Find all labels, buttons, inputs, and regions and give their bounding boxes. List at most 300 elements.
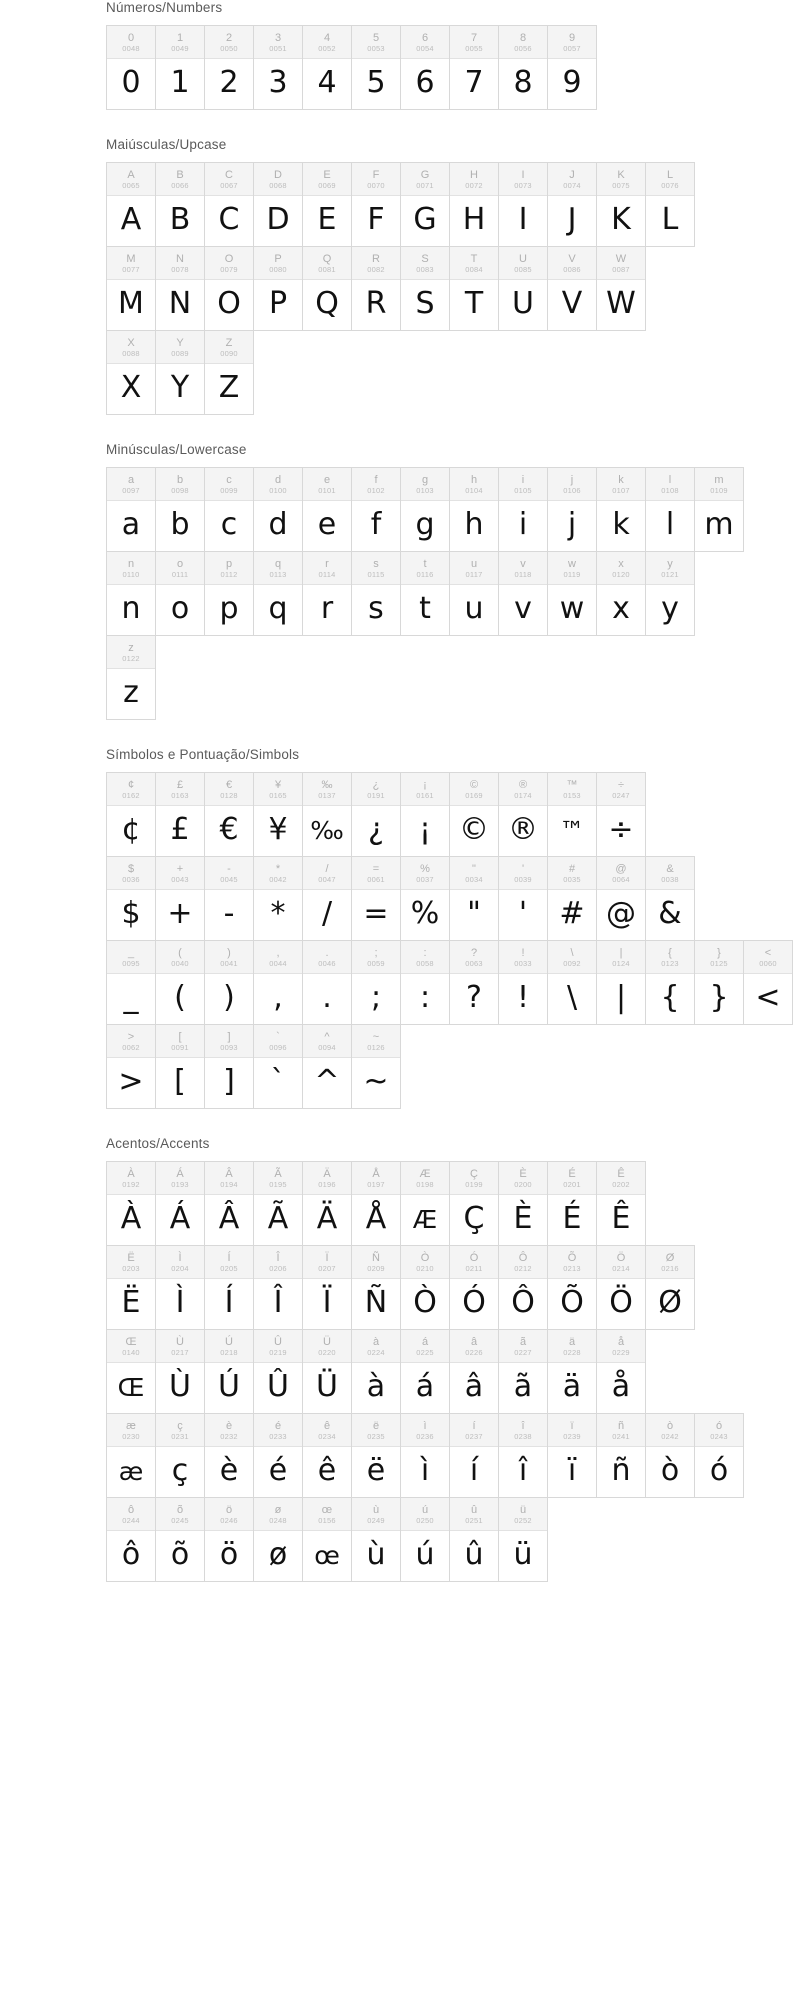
glyph-cell-header <box>205 1245 253 1279</box>
glyph-cell[interactable] <box>204 246 254 331</box>
glyph-cell[interactable] <box>204 940 254 1025</box>
glyph-cell[interactable] <box>204 330 254 415</box>
glyph-cell[interactable] <box>253 246 303 331</box>
glyph-cell[interactable] <box>302 551 352 636</box>
glyph-sample: l <box>665 507 675 542</box>
glyph-cell[interactable] <box>106 856 156 941</box>
glyph-cell-header <box>499 772 547 806</box>
glyph-cell[interactable] <box>596 246 646 331</box>
glyph-cell[interactable] <box>253 1413 303 1498</box>
glyph-code: 0196 <box>318 1179 336 1189</box>
glyph-label: q <box>274 557 282 570</box>
glyph-cell[interactable] <box>351 1024 401 1109</box>
glyph-row <box>106 1161 800 1245</box>
glyph-cell[interactable] <box>204 1497 254 1582</box>
glyph-cell-header <box>450 1161 498 1195</box>
glyph-cell-header <box>352 246 400 280</box>
glyph-cell[interactable] <box>204 1024 254 1109</box>
glyph-cell[interactable] <box>253 1497 303 1582</box>
glyph-cell[interactable] <box>204 772 254 857</box>
glyph-cell[interactable] <box>106 940 156 1025</box>
glyph-label: ú <box>421 1503 429 1516</box>
glyph-label: r <box>325 557 329 570</box>
glyph-label: o <box>176 557 184 570</box>
glyph-cell[interactable] <box>449 856 499 941</box>
glyph-cell[interactable] <box>400 25 450 110</box>
glyph-sample: í <box>469 1453 479 1488</box>
glyph-cell[interactable] <box>302 1024 352 1109</box>
glyph-cell[interactable] <box>645 1413 695 1498</box>
glyph-cell[interactable] <box>645 856 695 941</box>
glyph-sample: Ú <box>218 1369 240 1404</box>
glyph-code: 0045 <box>220 874 238 884</box>
glyph-cell[interactable] <box>596 772 646 857</box>
glyph-cell-header <box>646 162 694 196</box>
glyph-label: Ë <box>127 1251 135 1264</box>
glyph-cell[interactable] <box>498 25 548 110</box>
glyph-sample: Q <box>315 286 339 321</box>
glyph-cell[interactable] <box>106 330 156 415</box>
glyph-sample: Ï <box>322 1285 332 1320</box>
glyph-label: : <box>423 946 427 959</box>
glyph-cell[interactable] <box>302 1329 352 1414</box>
glyph-cell[interactable] <box>449 1497 499 1582</box>
glyph-cell[interactable] <box>596 940 646 1025</box>
glyph-cell[interactable] <box>253 772 303 857</box>
glyph-cell[interactable] <box>155 772 205 857</box>
glyph-sample: i <box>518 507 528 542</box>
glyph-code: 0049 <box>171 43 189 53</box>
glyph-code: 0250 <box>416 1515 434 1525</box>
glyph-label: | <box>619 946 623 959</box>
glyph-cell[interactable] <box>596 1329 646 1414</box>
glyph-cell[interactable] <box>302 1497 352 1582</box>
glyph-cell[interactable] <box>547 1245 597 1330</box>
glyph-cell[interactable] <box>547 856 597 941</box>
glyph-cell[interactable] <box>253 25 303 110</box>
glyph-sample: Ö <box>609 1285 633 1320</box>
glyph-code: 0206 <box>269 1263 287 1273</box>
glyph-sample: ` <box>270 1064 286 1099</box>
glyph-cell[interactable] <box>498 162 548 247</box>
glyph-sample: Ñ <box>364 1285 388 1320</box>
glyph-label: H <box>470 168 478 181</box>
glyph-cell[interactable] <box>106 162 156 247</box>
glyph-code: 0055 <box>465 43 483 53</box>
glyph-sample: Ç <box>463 1201 485 1236</box>
glyph-cell[interactable] <box>204 1245 254 1330</box>
section-title: Números/Numbers <box>106 0 223 15</box>
glyph-code: 0220 <box>318 1347 336 1357</box>
glyph-cell[interactable] <box>449 162 499 247</box>
glyph-cell-header <box>401 940 449 974</box>
glyph-cell[interactable] <box>694 1413 744 1498</box>
glyph-cell[interactable] <box>204 467 254 552</box>
glyph-cell[interactable] <box>106 1413 156 1498</box>
glyph-cell[interactable] <box>351 25 401 110</box>
glyph-label: Ú <box>225 1335 233 1348</box>
glyph-label: ® <box>518 778 528 791</box>
glyph-label: Õ <box>567 1251 577 1264</box>
glyph-cell[interactable] <box>498 246 548 331</box>
glyph-cell[interactable] <box>547 1413 597 1498</box>
glyph-sample: Ù <box>169 1369 191 1404</box>
glyph-cell[interactable] <box>449 246 499 331</box>
glyph-cell[interactable] <box>449 940 499 1025</box>
glyph-sample: c <box>220 507 238 542</box>
glyph-sample: ó <box>709 1453 729 1488</box>
glyph-cell[interactable] <box>106 772 156 857</box>
glyph-cell-header <box>548 1245 596 1279</box>
glyph-cell[interactable] <box>498 856 548 941</box>
glyph-cell[interactable] <box>106 1024 156 1109</box>
glyph-code: 0165 <box>269 790 287 800</box>
glyph-cell[interactable] <box>155 1413 205 1498</box>
glyph-sample: p <box>219 591 239 626</box>
glyph-cell[interactable] <box>596 1161 646 1246</box>
glyph-cell[interactable] <box>743 940 793 1025</box>
glyph-cell[interactable] <box>547 162 597 247</box>
glyph-cell[interactable] <box>155 1024 205 1109</box>
glyph-code: 0058 <box>416 958 434 968</box>
glyph-sample: à <box>366 1369 386 1404</box>
glyph-label: R <box>372 252 380 265</box>
glyph-cell-header <box>499 1329 547 1363</box>
glyph-cell[interactable] <box>204 1329 254 1414</box>
glyph-cell[interactable] <box>449 1413 499 1498</box>
glyph-label: " <box>472 862 476 875</box>
glyph-sample: j <box>567 507 577 542</box>
glyph-code: 0115 <box>367 569 385 579</box>
glyph-cell[interactable] <box>498 1245 548 1330</box>
section-title: Minúsculas/Lowercase <box>106 442 247 457</box>
glyph-cell[interactable] <box>449 1245 499 1330</box>
glyph-code: 0110 <box>122 569 140 579</box>
glyph-cell[interactable] <box>106 1329 156 1414</box>
glyph-cell[interactable] <box>400 1245 450 1330</box>
glyph-sample: œ <box>314 1540 340 1570</box>
glyph-cell[interactable] <box>302 856 352 941</box>
glyph-cell-header <box>646 1413 694 1447</box>
glyph-cell[interactable] <box>253 1024 303 1109</box>
glyph-label: * <box>275 862 281 875</box>
glyph-label: É <box>568 1167 576 1180</box>
glyph-cell[interactable] <box>400 246 450 331</box>
glyph-cell[interactable] <box>400 856 450 941</box>
glyph-cell[interactable] <box>155 1245 205 1330</box>
glyph-cell-header <box>254 162 302 196</box>
glyph-label: L <box>666 168 674 181</box>
glyph-cell[interactable] <box>351 940 401 1025</box>
glyph-sample: % <box>410 896 440 931</box>
glyph-label: Ù <box>176 1335 184 1348</box>
glyph-cell-header <box>597 772 645 806</box>
glyph-cell[interactable] <box>498 1329 548 1414</box>
glyph-sample: R <box>365 286 387 321</box>
glyph-cell-header <box>450 1413 498 1447</box>
glyph-label: Á <box>176 1167 184 1180</box>
glyph-cell[interactable] <box>400 551 450 636</box>
glyph-cell-header <box>450 856 498 890</box>
glyph-cell-header <box>548 162 596 196</box>
glyph-cell-header <box>646 940 694 974</box>
glyph-cell[interactable] <box>253 940 303 1025</box>
glyph-cell[interactable] <box>400 467 450 552</box>
glyph-cell[interactable] <box>155 25 205 110</box>
glyph-cell[interactable] <box>449 1329 499 1414</box>
glyph-cell[interactable] <box>253 1329 303 1414</box>
glyph-cell[interactable] <box>155 1497 205 1582</box>
glyph-cell[interactable] <box>155 1329 205 1414</box>
glyph-cell[interactable] <box>596 1413 646 1498</box>
glyph-sample: { <box>660 980 680 1015</box>
glyph-cell[interactable] <box>547 551 597 636</box>
glyph-cell[interactable] <box>204 1413 254 1498</box>
glyph-label: 2 <box>225 31 233 44</box>
glyph-cell[interactable] <box>351 1245 401 1330</box>
glyph-cell[interactable] <box>498 940 548 1025</box>
glyph-cell[interactable] <box>106 1161 156 1246</box>
glyph-label: é <box>274 1419 282 1432</box>
glyph-label: € <box>225 778 233 791</box>
glyph-sample: £ <box>170 812 190 847</box>
glyph-cell[interactable] <box>351 1497 401 1582</box>
glyph-cell[interactable] <box>302 162 352 247</box>
glyph-cell[interactable] <box>645 1245 695 1330</box>
glyph-sample: ^ <box>314 1064 340 1099</box>
glyph-code: 0205 <box>220 1263 238 1273</box>
glyph-cell[interactable] <box>253 467 303 552</box>
glyph-cell[interactable] <box>302 467 352 552</box>
glyph-cell[interactable] <box>449 25 499 110</box>
glyph-cell[interactable] <box>253 856 303 941</box>
glyph-cell[interactable] <box>449 1161 499 1246</box>
glyph-cell[interactable] <box>596 551 646 636</box>
glyph-cell[interactable] <box>106 551 156 636</box>
glyph-cell[interactable] <box>155 162 205 247</box>
glyph-sample: Ä <box>316 1201 338 1236</box>
glyph-label: ù <box>372 1503 380 1516</box>
glyph-cell-header <box>646 1245 694 1279</box>
glyph-cell-header <box>254 467 302 501</box>
glyph-cell[interactable] <box>106 246 156 331</box>
glyph-cell[interactable] <box>645 940 695 1025</box>
glyph-cell-header <box>450 1245 498 1279</box>
glyph-code: 0039 <box>514 874 532 884</box>
glyph-label: T <box>470 252 478 265</box>
glyph-cell[interactable] <box>204 162 254 247</box>
glyph-label: f <box>374 473 378 486</box>
glyph-cell[interactable] <box>449 467 499 552</box>
glyph-cell-header <box>499 856 547 890</box>
glyph-code: 0242 <box>661 1431 679 1441</box>
glyph-cell[interactable] <box>596 467 646 552</box>
glyph-code: 0103 <box>416 485 434 495</box>
glyph-cell[interactable] <box>155 246 205 331</box>
glyph-cell[interactable] <box>351 1413 401 1498</box>
glyph-cell[interactable] <box>302 940 352 1025</box>
glyph-rows <box>106 467 800 719</box>
glyph-cell-header <box>303 1497 351 1531</box>
glyph-cell[interactable] <box>400 1161 450 1246</box>
glyph-label: Å <box>372 1167 380 1180</box>
glyph-cell[interactable] <box>498 1161 548 1246</box>
glyph-cell[interactable] <box>547 246 597 331</box>
glyph-code: 0228 <box>563 1347 581 1357</box>
glyph-cell[interactable] <box>596 856 646 941</box>
glyph-cell[interactable] <box>106 1245 156 1330</box>
glyph-sample: Œ <box>117 1372 145 1402</box>
glyph-label: u <box>470 557 478 570</box>
glyph-cell-header <box>303 1161 351 1195</box>
glyph-sample: 3 <box>268 65 288 100</box>
glyph-cell[interactable] <box>204 1161 254 1246</box>
glyph-label: Ü <box>323 1335 331 1348</box>
glyph-sample: õ <box>170 1537 190 1572</box>
glyph-cell[interactable] <box>694 467 744 552</box>
glyph-cell-header <box>156 551 204 585</box>
glyph-sample: < <box>755 980 781 1015</box>
glyph-code: 0065 <box>122 180 140 190</box>
glyph-cell-header <box>156 1024 204 1058</box>
glyph-label: ä <box>568 1335 576 1348</box>
glyph-cell[interactable] <box>547 1329 597 1414</box>
glyph-cell-header <box>695 940 743 974</box>
glyph-cell[interactable] <box>498 1413 548 1498</box>
glyph-cell[interactable] <box>351 772 401 857</box>
glyph-cell[interactable] <box>498 1497 548 1582</box>
glyph-cell[interactable] <box>351 1329 401 1414</box>
glyph-cell[interactable] <box>302 1245 352 1330</box>
glyph-cell[interactable] <box>547 25 597 110</box>
glyph-cell[interactable] <box>106 1497 156 1582</box>
glyph-cell-header <box>548 856 596 890</box>
glyph-cell[interactable] <box>351 467 401 552</box>
glyph-cell[interactable] <box>547 772 597 857</box>
glyph-cell[interactable] <box>253 551 303 636</box>
glyph-cell[interactable] <box>253 162 303 247</box>
glyph-cell[interactable] <box>106 25 156 110</box>
glyph-cell[interactable] <box>351 162 401 247</box>
glyph-cell[interactable] <box>155 330 205 415</box>
glyph-sample: ä <box>562 1369 582 1404</box>
glyph-cell[interactable] <box>302 772 352 857</box>
glyph-code: 0124 <box>612 958 630 968</box>
glyph-label: ^ <box>324 1030 330 1043</box>
glyph-cell[interactable] <box>204 25 254 110</box>
glyph-cell[interactable] <box>645 162 695 247</box>
glyph-cell[interactable] <box>155 1161 205 1246</box>
glyph-cell[interactable] <box>351 551 401 636</box>
glyph-code: 0237 <box>465 1431 483 1441</box>
glyph-cell[interactable] <box>351 856 401 941</box>
glyph-label: ¿ <box>372 778 380 791</box>
glyph-sample: T <box>464 286 484 321</box>
glyph-cell[interactable] <box>694 940 744 1025</box>
glyph-cell[interactable] <box>253 1245 303 1330</box>
glyph-sample: 5 <box>366 65 386 100</box>
glyph-cell[interactable] <box>498 467 548 552</box>
glyph-cell[interactable] <box>547 940 597 1025</box>
glyph-sample: ™ <box>559 815 585 845</box>
glyph-cell[interactable] <box>155 856 205 941</box>
glyph-cell-header <box>499 1497 547 1531</box>
glyph-cell[interactable] <box>596 162 646 247</box>
glyph-code: 0112 <box>220 569 238 579</box>
glyph-cell[interactable] <box>302 246 352 331</box>
glyph-sample: Ê <box>611 1201 631 1236</box>
glyph-cell[interactable] <box>106 467 156 552</box>
glyph-label: À <box>127 1167 135 1180</box>
glyph-cell[interactable] <box>400 772 450 857</box>
glyph-cell[interactable] <box>400 1497 450 1582</box>
glyph-cell[interactable] <box>547 467 597 552</box>
glyph-cell[interactable] <box>253 1161 303 1246</box>
glyph-cell[interactable] <box>204 856 254 941</box>
glyph-cell-header <box>107 1497 155 1531</box>
glyph-sample: á <box>415 1369 435 1404</box>
glyph-cell[interactable] <box>400 1329 450 1414</box>
glyph-cell[interactable] <box>302 1161 352 1246</box>
glyph-cell-header <box>401 25 449 59</box>
glyph-sample: ô <box>121 1537 141 1572</box>
glyph-cell-header <box>548 1161 596 1195</box>
glyph-cell[interactable] <box>155 551 205 636</box>
glyph-cell[interactable] <box>400 940 450 1025</box>
glyph-cell[interactable] <box>596 1245 646 1330</box>
glyph-cell[interactable] <box>155 467 205 552</box>
glyph-cell-header <box>450 162 498 196</box>
glyph-label: K <box>617 168 625 181</box>
glyph-cell[interactable] <box>302 1413 352 1498</box>
glyph-code: 0106 <box>563 485 581 495</box>
glyph-code: 0214 <box>612 1263 630 1273</box>
glyph-sample: @ <box>606 896 636 931</box>
glyph-cell[interactable] <box>498 551 548 636</box>
glyph-cell-header <box>107 635 155 669</box>
glyph-sample: r <box>320 591 334 626</box>
glyph-cell[interactable] <box>449 551 499 636</box>
glyph-sample: P <box>268 286 288 321</box>
glyph-cell[interactable] <box>351 1161 401 1246</box>
glyph-label: z <box>128 641 134 654</box>
glyph-cell[interactable] <box>106 635 156 720</box>
glyph-cell[interactable] <box>204 551 254 636</box>
glyph-label: b <box>176 473 184 486</box>
glyph-cell[interactable] <box>302 25 352 110</box>
glyph-code: 0087 <box>612 264 630 274</box>
glyph-cell-header <box>254 1161 302 1195</box>
glyph-row <box>106 551 800 635</box>
glyph-cell[interactable] <box>498 772 548 857</box>
glyph-cell[interactable] <box>155 940 205 1025</box>
glyph-cell[interactable] <box>449 772 499 857</box>
glyph-cell[interactable] <box>400 162 450 247</box>
glyph-row <box>106 330 800 414</box>
glyph-cell-header <box>499 467 547 501</box>
glyph-cell[interactable] <box>547 1161 597 1246</box>
glyph-label: N <box>176 252 184 265</box>
glyph-cell[interactable] <box>645 551 695 636</box>
glyph-cell[interactable] <box>400 1413 450 1498</box>
glyph-cell[interactable] <box>351 246 401 331</box>
glyph-sample: å <box>611 1369 631 1404</box>
glyph-cell-header <box>597 1245 645 1279</box>
glyph-cell[interactable] <box>645 467 695 552</box>
glyph-label: \ <box>570 946 574 959</box>
glyph-label: Ø <box>665 1251 675 1264</box>
glyph-sample: ü <box>513 1537 533 1572</box>
